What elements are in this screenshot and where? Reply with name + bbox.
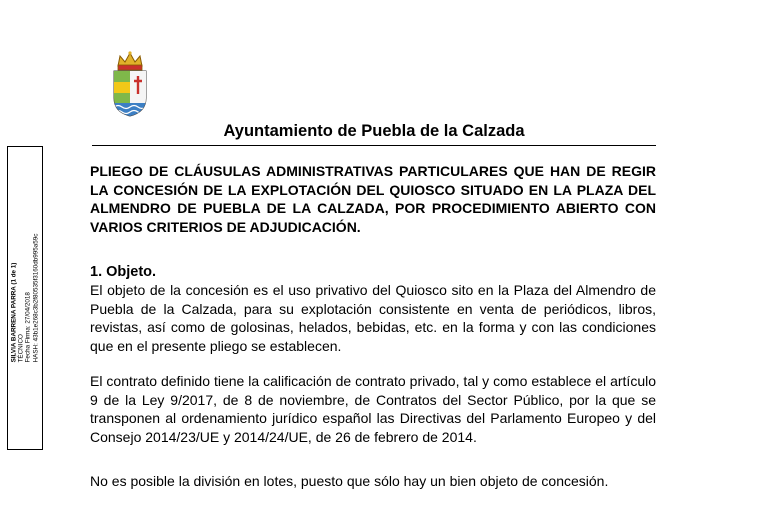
signature-hash: HASH: 43b1e268c3b2f80535f3160db995a59c bbox=[32, 233, 40, 363]
coat-of-arms-logo bbox=[108, 50, 152, 118]
paragraph: El contrato definido tiene la calificación de contrato privado, tal y como establece el artículo 9 de la Ley 9/2017, de 8 de noviembre, de Contratos del Sector Público, por la que se transponen al ordenamiento jurídico español las Directivas del Parlamento Europeo y del Consejo 2014/23/UE y 2014/24/UE, de 26 de febrero de 2014. bbox=[90, 373, 656, 445]
paragraph: No es posible la división en lotes, puesto que sólo hay un bien objeto de concesión. bbox=[90, 473, 609, 489]
coat-of-arms-icon bbox=[108, 50, 152, 118]
signer-role: TÉCNICO bbox=[17, 334, 25, 363]
municipality-title: Ayuntamiento de Puebla de la Calzada bbox=[223, 122, 525, 140]
document-title: PLIEGO DE CLÁUSULAS ADMINISTRATIVAS PARTICULARES QUE HAN DE REGIR LA CONCESIÓN DE LA EXPLOTACIÓN DEL QUIOSCO SITUADO EN LA PLAZA DEL ALMENDRO DE PUEBLA DE LA CALZADA, POR PROCEDIMIENTO ABIERTO CON VARIOS CRITERIOS DE ADJUDICACIÓN. bbox=[90, 163, 656, 235]
signature-date: Fecha Firma: 27/04/2018 bbox=[25, 292, 32, 363]
section-heading: 1. Objeto. bbox=[90, 264, 157, 280]
signer-name: SILVIA BARRENA PARRA (1 de 1) bbox=[10, 262, 18, 363]
header-divider bbox=[92, 145, 656, 146]
paragraph: El objeto de la concesión es el uso privativo del Quiosco sito en la Plaza del Almendro de Puebla de la Calzada, para su explotación consistente en venta de periódicos, libros, revistas, así como de golosinas, helados, bebidas, etc. en la forma y con las condiciones que en el presente pliego se establecen. bbox=[90, 282, 656, 354]
signature-stamp bbox=[11, 234, 40, 363]
